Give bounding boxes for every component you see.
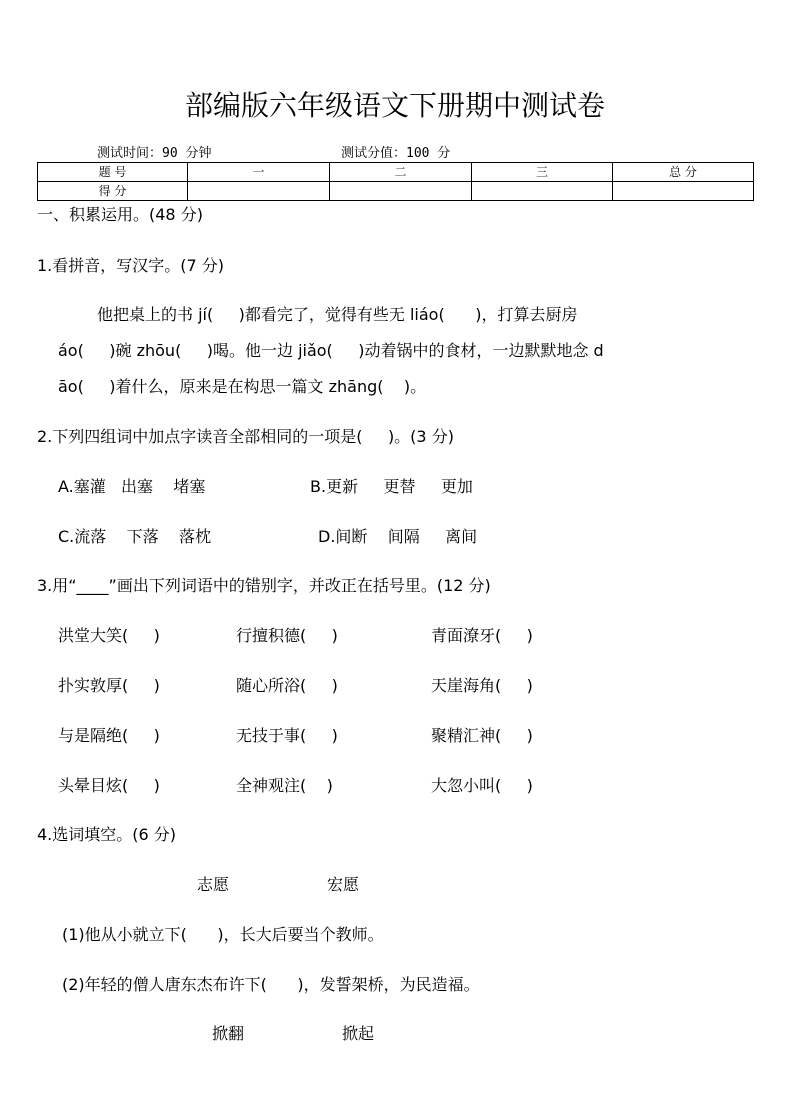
word-item: 青面潦牙( ) (431, 626, 533, 645)
option-c: C.流落 下落 落枕 (58, 527, 211, 546)
word-item: 头晕目炫( ) (58, 776, 160, 795)
word-item: 聚精汇神( ) (431, 726, 533, 745)
question-title: 2.下列四组词中加点字读音全部相同的一项是( )。(3 分) (37, 427, 454, 446)
word-choice: 掀翻 (212, 1024, 245, 1043)
score-table-cell: 三 (472, 163, 613, 182)
score-input-cell[interactable] (330, 182, 472, 201)
option-a: A.塞灌 出塞 堵塞 (58, 477, 206, 496)
word-choice: 志愿 (197, 875, 230, 894)
page-title: 部编版六年级语文下册期中测试卷 (184, 89, 605, 122)
test-score: 测试分值：100 分 (341, 146, 451, 161)
score-table-cell: 一 (188, 163, 330, 182)
score-table-cell: 二 (330, 163, 472, 182)
score-table-cell: 题 号 (38, 163, 188, 182)
question-title: 3.用“____”画出下列词语中的错别字，并改正在括号里。(12 分) (37, 576, 491, 595)
question-text: áo( )碗 zhōu( )喝。他一边 jiǎo( )动着锅中的食材，一边默默地念 d (58, 341, 604, 360)
word-choice: 掀起 (342, 1024, 375, 1043)
score-input-cell[interactable] (613, 182, 754, 201)
score-table-row (38, 182, 754, 201)
word-item: 无技于事( ) (236, 726, 338, 745)
score-input-cell[interactable] (472, 182, 613, 201)
question-title: 4.选词填空。(6 分) (37, 825, 177, 844)
score-table (37, 162, 754, 201)
word-item: 随心所浴( ) (236, 676, 338, 695)
option-d: D.间断 间隔 离间 (318, 527, 478, 546)
word-item: 大忽小叫( ) (431, 776, 533, 795)
word-item: 洪堂大笑( ) (58, 626, 160, 645)
test-time: 测试时间：90 分钟 (97, 146, 212, 161)
word-item: 天崖海角( ) (431, 676, 533, 695)
word-item: 与是隔绝( ) (58, 726, 160, 745)
question-text: 他把桌上的书 jí( )都看完了，觉得有些无 liáo( )，打算去厨房 (97, 305, 578, 324)
word-choice: 宏愿 (327, 875, 360, 894)
score-table-cell: 得 分 (38, 182, 188, 201)
sentence: (2)年轻的僧人唐东杰布许下( )，发誓架桥，为民造福。 (62, 975, 480, 994)
option-b: B.更新 更替 更加 (310, 477, 473, 496)
score-table-header-row (38, 163, 754, 182)
section-heading: 一、积累运用。(48 分) (37, 205, 203, 224)
score-input-cell[interactable] (188, 182, 330, 201)
word-item: 行擅积德( ) (236, 626, 338, 645)
word-item: 全神观注( ) (236, 776, 333, 795)
question-text: āo( )着什么，原来是在构思一篇文 zhāng( )。 (58, 377, 427, 396)
sentence: (1)他从小就立下( )，长大后要当个教师。 (62, 925, 384, 944)
word-item: 扑实敦厚( ) (58, 676, 160, 695)
question-title: 1.看拼音，写汉字。(7 分) (37, 256, 225, 275)
score-table-cell: 总 分 (613, 163, 754, 182)
